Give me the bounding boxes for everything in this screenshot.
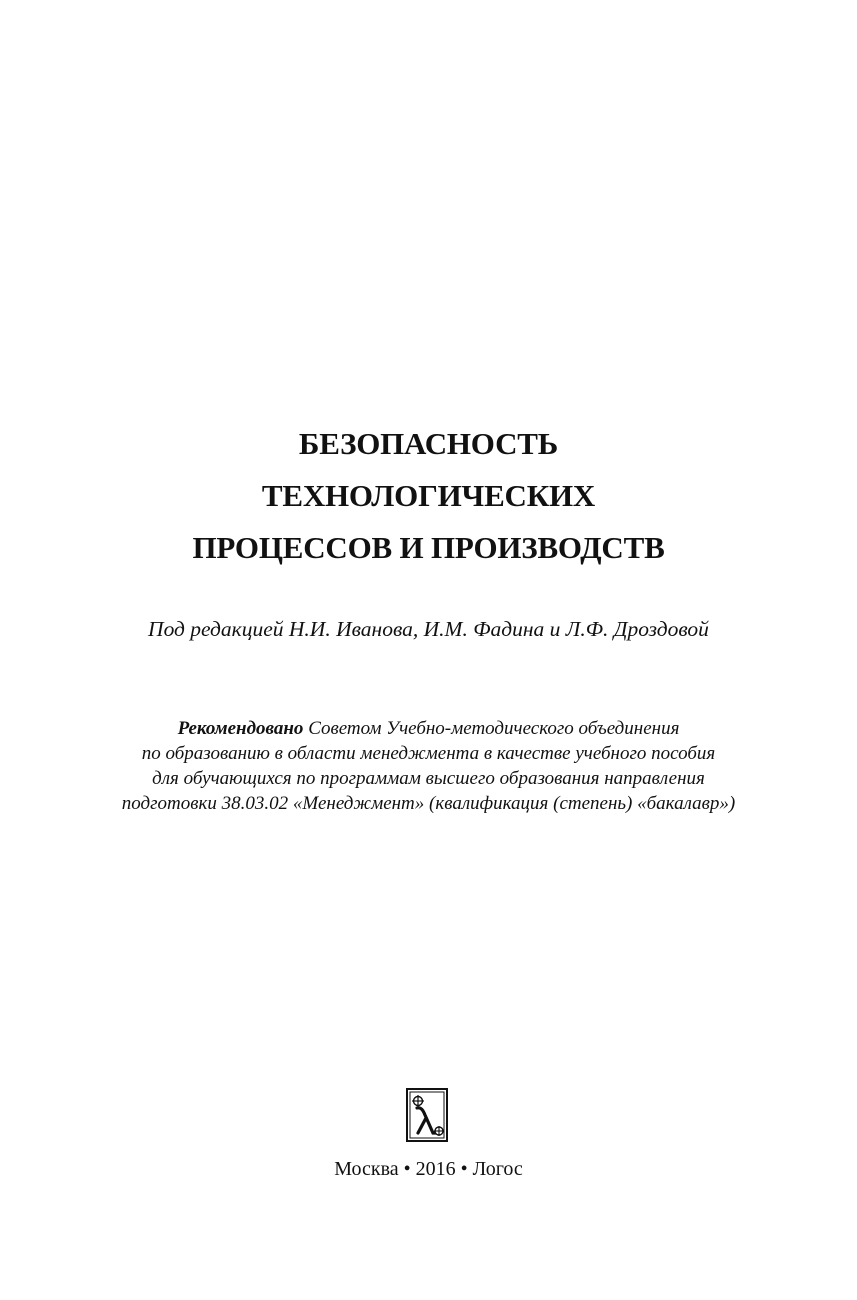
- title-line-3: ПРОЦЕССОВ И ПРОИЗВОДСТВ: [192, 530, 665, 565]
- book-title: [0, 418, 857, 574]
- recommendation-line-2: по образованию в области менеджмента в качестве учебного пособия: [141, 743, 716, 764]
- recommendation-line-1-rest: Советом Учебно-методического объединения: [303, 718, 680, 739]
- title-line-2: ТЕХНОЛОГИЧЕСКИХ: [261, 478, 596, 513]
- recommendation-block: [0, 716, 857, 816]
- recommendation-line-3: для обучающихся по программам высшего образования направления: [152, 768, 705, 789]
- recommendation-lead: Рекомендовано: [177, 718, 304, 739]
- recommendation-line-1: [0, 716, 857, 741]
- imprint-line: Москва • 2016 • Логос: [334, 1158, 523, 1180]
- editors-line: Под редакцией Н.И. Иванова, И.М. Фадина и Л.Ф. Дроздовой: [148, 617, 709, 641]
- title-line-1: БЕЗОПАСНОСТЬ: [298, 426, 559, 461]
- recommendation-line-4: подготовки 38.03.02 «Менеджмент» (квалификация (степень) «бакалавр»): [121, 793, 736, 814]
- publisher-logo-icon: [406, 1088, 448, 1142]
